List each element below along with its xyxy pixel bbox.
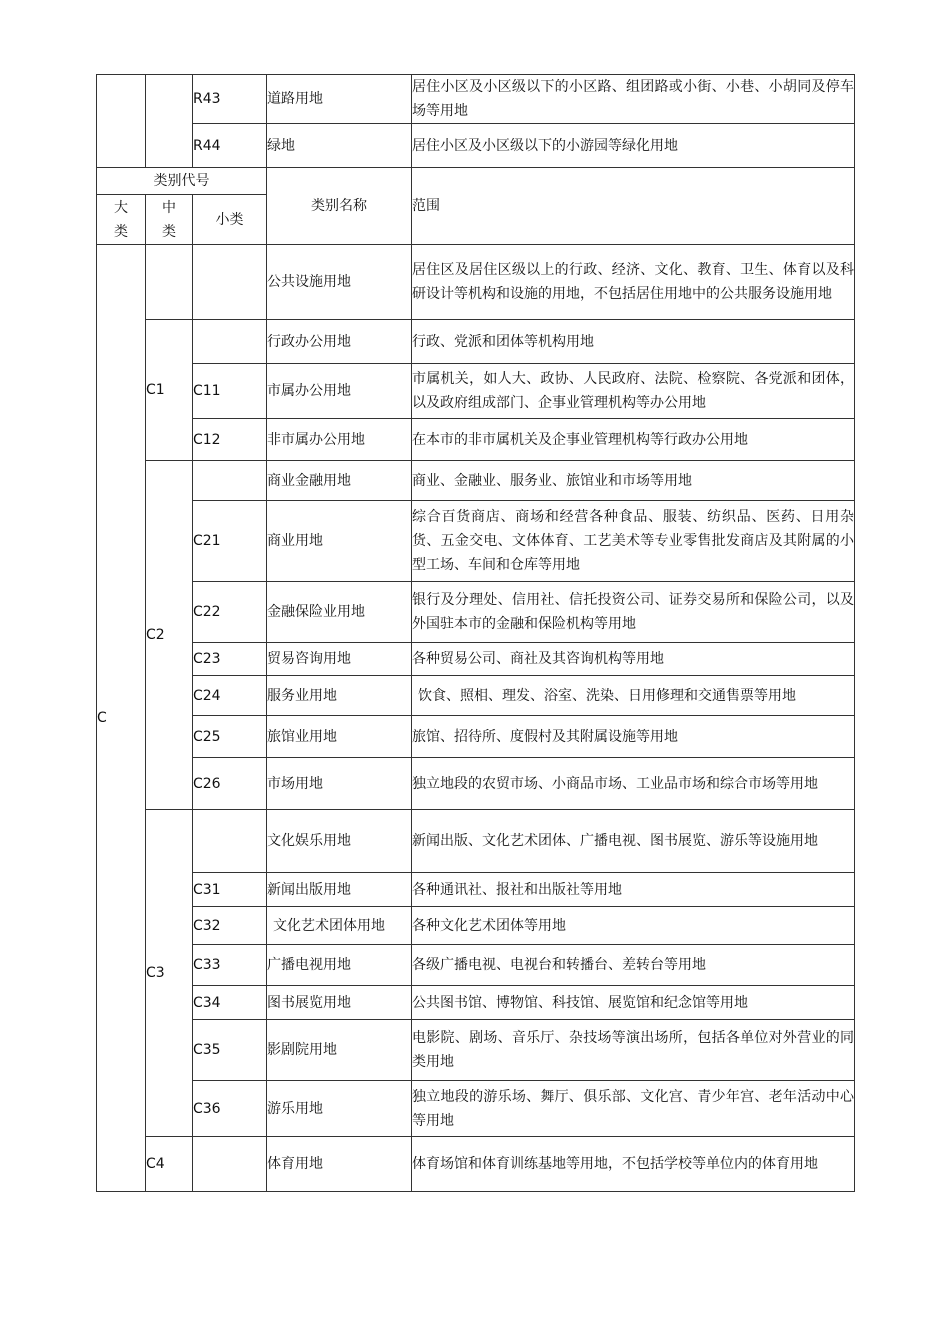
- medium-code: C3: [146, 810, 193, 1137]
- category-name: 体育用地: [267, 1137, 412, 1192]
- category-scope: 银行及分理处、信用社、信托投资公司、证券交易所和保险公司，以及外国驻本市的金融和保险机构等用地: [412, 582, 855, 643]
- category-name: 商业用地: [267, 501, 412, 582]
- table-row: [97, 75, 855, 124]
- category-name: 广播电视用地: [267, 945, 412, 986]
- table-row: [97, 945, 855, 986]
- table-row: [97, 320, 855, 364]
- category-name: 市场用地: [267, 758, 412, 810]
- header-scope: 范围: [412, 168, 855, 245]
- table-row: [97, 1081, 855, 1137]
- header-major: 大类: [97, 195, 146, 245]
- minor-code: C34: [193, 986, 267, 1020]
- minor-code: C31: [193, 873, 267, 907]
- category-scope: 新闻出版、文化艺术团体、广播电视、图书展览、游乐等设施用地: [412, 810, 855, 873]
- minor-code: C33: [193, 945, 267, 986]
- category-scope: 市属机关，如人大、政协、人民政府、法院、检察院、各党派和团体，以及政府组成部门、企事业管理机构等办公用地: [412, 364, 855, 419]
- header-category-code: 类别代号: [97, 168, 267, 195]
- header-medium: 中类: [146, 195, 193, 245]
- category-scope: 体育场馆和体育训练基地等用地，不包括学校等单位内的体育用地: [412, 1137, 855, 1192]
- category-scope: 各种通讯社、报社和出版社等用地: [412, 873, 855, 907]
- category-name: 绿地: [267, 124, 412, 168]
- category-name: 贸易咨询用地: [267, 643, 412, 676]
- table-row: [97, 873, 855, 907]
- category-name: 影剧院用地: [267, 1020, 412, 1081]
- category-scope: 各种贸易公司、商社及其咨询机构等用地: [412, 643, 855, 676]
- table-row: [97, 716, 855, 758]
- category-scope: 在本市的非市属机关及企事业管理机构等行政办公用地: [412, 419, 855, 461]
- category-scope: 商业、金融业、服务业、旅馆业和市场等用地: [412, 461, 855, 501]
- category-scope: 饮食、照相、理发、浴室、洗染、日用修理和交通售票等用地: [412, 676, 855, 716]
- minor-code: C32: [193, 907, 267, 945]
- category-scope: 独立地段的游乐场、舞厅、俱乐部、文化宫、青少年宫、老年活动中心等用地: [412, 1081, 855, 1137]
- category-scope: 综合百货商店、商场和经营各种食品、服装、纺织品、医药、日用杂货、五金交电、文体体育、工艺美术等专业零售批发商店及其附属的小型工场、车间和仓库等用地: [412, 501, 855, 582]
- table-row: [97, 461, 855, 501]
- category-scope: 电影院、剧场、音乐厅、杂技场等演出场所，包括各单位对外营业的同类用地: [412, 1020, 855, 1081]
- minor-code: [193, 320, 267, 364]
- table-row: [97, 643, 855, 676]
- category-name: 道路用地: [267, 75, 412, 124]
- category-name: 图书展览用地: [267, 986, 412, 1020]
- major-cell-empty: [97, 75, 146, 168]
- category-name: 文化艺术团体用地: [267, 907, 412, 945]
- category-name: 公共设施用地: [267, 245, 412, 320]
- minor-code: [193, 1137, 267, 1192]
- category-scope: 居住小区及小区级以下的小游园等绿化用地: [412, 124, 855, 168]
- minor-code: C21: [193, 501, 267, 582]
- table-row: [97, 1137, 855, 1192]
- minor-code: [193, 461, 267, 501]
- category-scope: 居住区及居住区级以上的行政、经济、文化、教育、卫生、体育以及科研设计等机构和设施的用地，不包括居住用地中的公共服务设施用地: [412, 245, 855, 320]
- major-code: C: [97, 245, 146, 1192]
- table-row: [97, 364, 855, 419]
- minor-code: C23: [193, 643, 267, 676]
- category-scope: 旅馆、招待所、度假村及其附属设施等用地: [412, 716, 855, 758]
- medium-code: [146, 245, 193, 320]
- table-row: [97, 676, 855, 716]
- category-scope: 公共图书馆、博物馆、科技馆、展览馆和纪念馆等用地: [412, 986, 855, 1020]
- minor-code: R43: [193, 75, 267, 124]
- table-row: [97, 907, 855, 945]
- category-name: 游乐用地: [267, 1081, 412, 1137]
- category-scope: 各种文化艺术团体等用地: [412, 907, 855, 945]
- minor-code: C25: [193, 716, 267, 758]
- minor-code: C24: [193, 676, 267, 716]
- category-name: 市属办公用地: [267, 364, 412, 419]
- minor-code: C11: [193, 364, 267, 419]
- category-scope: 独立地段的农贸市场、小商品市场、工业品市场和综合市场等用地: [412, 758, 855, 810]
- category-name: 金融保险业用地: [267, 582, 412, 643]
- header-minor: 小类: [193, 195, 267, 245]
- header-category-name: 类别名称: [267, 168, 412, 245]
- minor-code: C36: [193, 1081, 267, 1137]
- medium-cell-empty: [146, 75, 193, 168]
- table-row: [97, 1020, 855, 1081]
- header-row: [97, 168, 855, 195]
- table-row: [97, 582, 855, 643]
- category-scope: 各级广播电视、电视台和转播台、差转台等用地: [412, 945, 855, 986]
- category-name: 非市属办公用地: [267, 419, 412, 461]
- table-row: [97, 758, 855, 810]
- table-row: [97, 245, 855, 320]
- category-scope: 行政、党派和团体等机构用地: [412, 320, 855, 364]
- table-row: [97, 419, 855, 461]
- minor-code: C22: [193, 582, 267, 643]
- category-name: 服务业用地: [267, 676, 412, 716]
- table-row: [97, 986, 855, 1020]
- category-name: 商业金融用地: [267, 461, 412, 501]
- medium-code: C2: [146, 461, 193, 810]
- category-name: 新闻出版用地: [267, 873, 412, 907]
- minor-code: C26: [193, 758, 267, 810]
- table-row: [97, 124, 855, 168]
- minor-code: C12: [193, 419, 267, 461]
- category-scope: 居住小区及小区级以下的小区路、组团路或小街、小巷、小胡同及停车场等用地: [412, 75, 855, 124]
- medium-code: C1: [146, 320, 193, 461]
- minor-code: C35: [193, 1020, 267, 1081]
- table-row: [97, 501, 855, 582]
- medium-code: C4: [146, 1137, 193, 1192]
- minor-code: R44: [193, 124, 267, 168]
- land-use-classification-table: [96, 74, 855, 1192]
- minor-code: [193, 810, 267, 873]
- table-row: [97, 810, 855, 873]
- category-name: 文化娱乐用地: [267, 810, 412, 873]
- category-name: 行政办公用地: [267, 320, 412, 364]
- category-name: 旅馆业用地: [267, 716, 412, 758]
- minor-code: [193, 245, 267, 320]
